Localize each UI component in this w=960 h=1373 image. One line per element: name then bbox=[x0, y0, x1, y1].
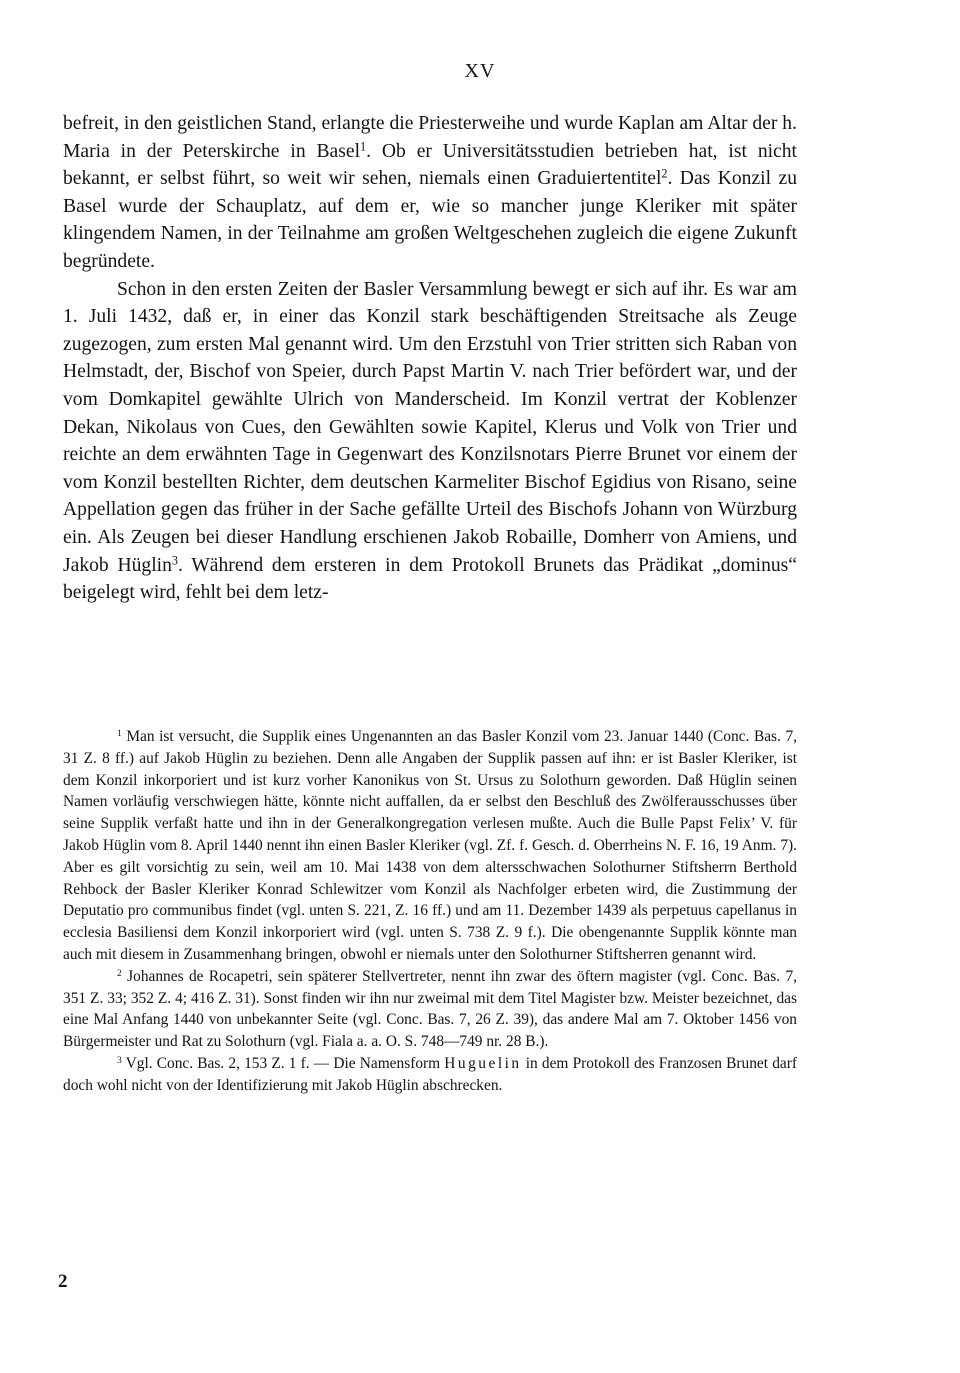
paragraph-1-text-a: befreit, in den geistlichen Stand, erlangte die Priesterweihe und wurde Kaplan am Altar der h. Maria in der Peterskirche in Basel bbox=[63, 113, 797, 162]
footnotes bbox=[63, 726, 797, 1097]
footnote-ref-1: 1 bbox=[360, 138, 367, 153]
footnote-3-spaced-name: Huguelin bbox=[444, 1054, 522, 1072]
footnote-1 bbox=[63, 726, 797, 966]
footnote-1-mark: 1 bbox=[117, 727, 122, 739]
footnote-ref-3: 3 bbox=[171, 552, 178, 567]
paragraph-2-text-a: Schon in den ersten Zeiten der Basler Versammlung bewegt er sich auf ihr. Es war am 1. Juli 1432, daß er, in einer das Konzil stark beschäftigenden Streitsache als Zeuge zugezogen, zum ersten Mal genannt wird. Um den Erzstuhl von Trier stritten sich Raban von Helmstadt, der, Bischof von Speier, durch Papst Martin V. nach Trier befördert war, und der vom Domkapitel gewählte Ulrich von Manderscheid. Im Konzil vertrat der Koblenzer Dekan, Nikolaus von Cues, den Gewählten sowie Kapitel, Klerus und Volk von Trier und reichte an dem erwähnten Tage in Gegenwart des Konzilsnotars Pierre Brunet vor einem der vom Konzil bestellten Richter, dem deutschen Karmeliter Bischof Egidius von Risano, seine Appellation gegen das früher in der Sache gefällte Urteil des Bischofs Johann von Würzburg ein. Als Zeugen bei dieser Handlung erschienen Jakob Robaille, Domherr von Amiens, und Jakob Hüglin bbox=[63, 278, 797, 576]
main-text bbox=[63, 110, 797, 607]
paragraph-2-text-b: . Während dem ersteren in dem Protokoll Brunets das Prädikat „dominus“ beigelegt wird, fehlt bei dem letz- bbox=[63, 554, 797, 604]
signature-mark: 2 bbox=[58, 1271, 68, 1292]
footnote-3-mark: 3 bbox=[117, 1054, 122, 1066]
footnote-2 bbox=[63, 966, 797, 1053]
footnote-3-text-b: in dem Protokoll des Franzosen Brunet darf doch wohl nicht von der Identifizierung mit Jakob Hüglin abschrecken. bbox=[63, 1054, 797, 1094]
footnote-2-mark: 2 bbox=[117, 967, 122, 979]
footnote-ref-2: 2 bbox=[661, 166, 668, 181]
footnote-2-text: Johannes de Rocapetri, sein späterer Stellvertreter, nennt ihn zwar des öftern magister (vgl. Conc. Bas. 7, 351 Z. 33; 352 Z. 4; 416 Z. 31). Sonst finden wir ihn nur zweimal mit dem Titel Magister bzw. Meister bezeichnet, das eine Mal Anfang 1440 von unbekannter Seite (vgl. Conc. Bas. 7, 26 Z. 39), das andere Mal am 7. Oktober 1456 von Bürgermeister und Rat zu Solothurn (vgl. Fiala a. a. O. S. 748—749 nr. 28 B.). bbox=[63, 967, 797, 1051]
paragraph-1 bbox=[63, 110, 797, 276]
footnote-3-text-a: Vgl. Conc. Bas. 2, 153 Z. 1 f. — Die Namensform bbox=[121, 1054, 445, 1072]
paragraph-2 bbox=[63, 276, 797, 607]
footnote-3 bbox=[63, 1053, 797, 1097]
page-number: XV bbox=[464, 60, 496, 82]
paragraph-1-text-b: . Ob er Universitätsstudien betrieben hat, ist nicht bekannt, er selbst führt, so weit wir sehen, niemals einen Graduiertentitel bbox=[63, 140, 797, 190]
footnote-1-text: Man ist versucht, die Supplik eines Ungenannten an das Basler Konzil vom 23. Januar 1440 (Conc. Bas. 7, 31 Z. 8 ff.) auf Jakob Hüglin zu beziehen. Denn alle Angaben der Supplik passen auf ihn: er ist Basler Kleriker, ist dem Konzil inkorporiert und ist kurz vorher Kanonikus von St. Ursus zu Solothurn geworden. Daß Hüglin seinen Namen vorläufig verschwiegen hätte, könnte nicht auffallen, da er selbst den Beschluß des Zwölferausschusses über seine Supplik verfaßt hatte und ihn in der Generalkongregation verlesen mußte. Auch die Bulle Papst Felix’ V. für Jakob Hüglin vom 8. April 1440 nennt ihn einen Basler Kleriker (vgl. Zf. f. Gesch. d. Oberrheins N. F. 16, 19 Anm. 7). Aber es gilt vorsichtig zu sein, weil am 10. Mai 1438 von dem altersschwachen Solothurner Stiftsherrn Berthold Rehbock der Basler Kleriker Konrad Schlewitzer vom Konzil als Nachfolger erbeten wird, die Zustimmung der Deputatio pro communibus findet (vgl. unten S. 221, Z. 16 ff.) und am 11. Dezember 1439 als perpetuus capellanus in ecclesia Basiliensi dem Konzil inkorporiert wird (vgl. unten S. 738 Z. 9 f.). Die obengenannte Supplik könnte man auch mit diesem in Zusammenhang bringen, obwohl er niemals unter den Solothurner Stiftsherren genannt wird. bbox=[63, 728, 797, 963]
paragraph-1-text-c: . Das Konzil zu Basel wurde der Schauplatz, auf dem er, wie so mancher junge Kleriker mit später klingendem Namen, in der Teilnahme am großen Weltgeschehen zugleich die eigene Zukunft begründete. bbox=[63, 168, 797, 272]
